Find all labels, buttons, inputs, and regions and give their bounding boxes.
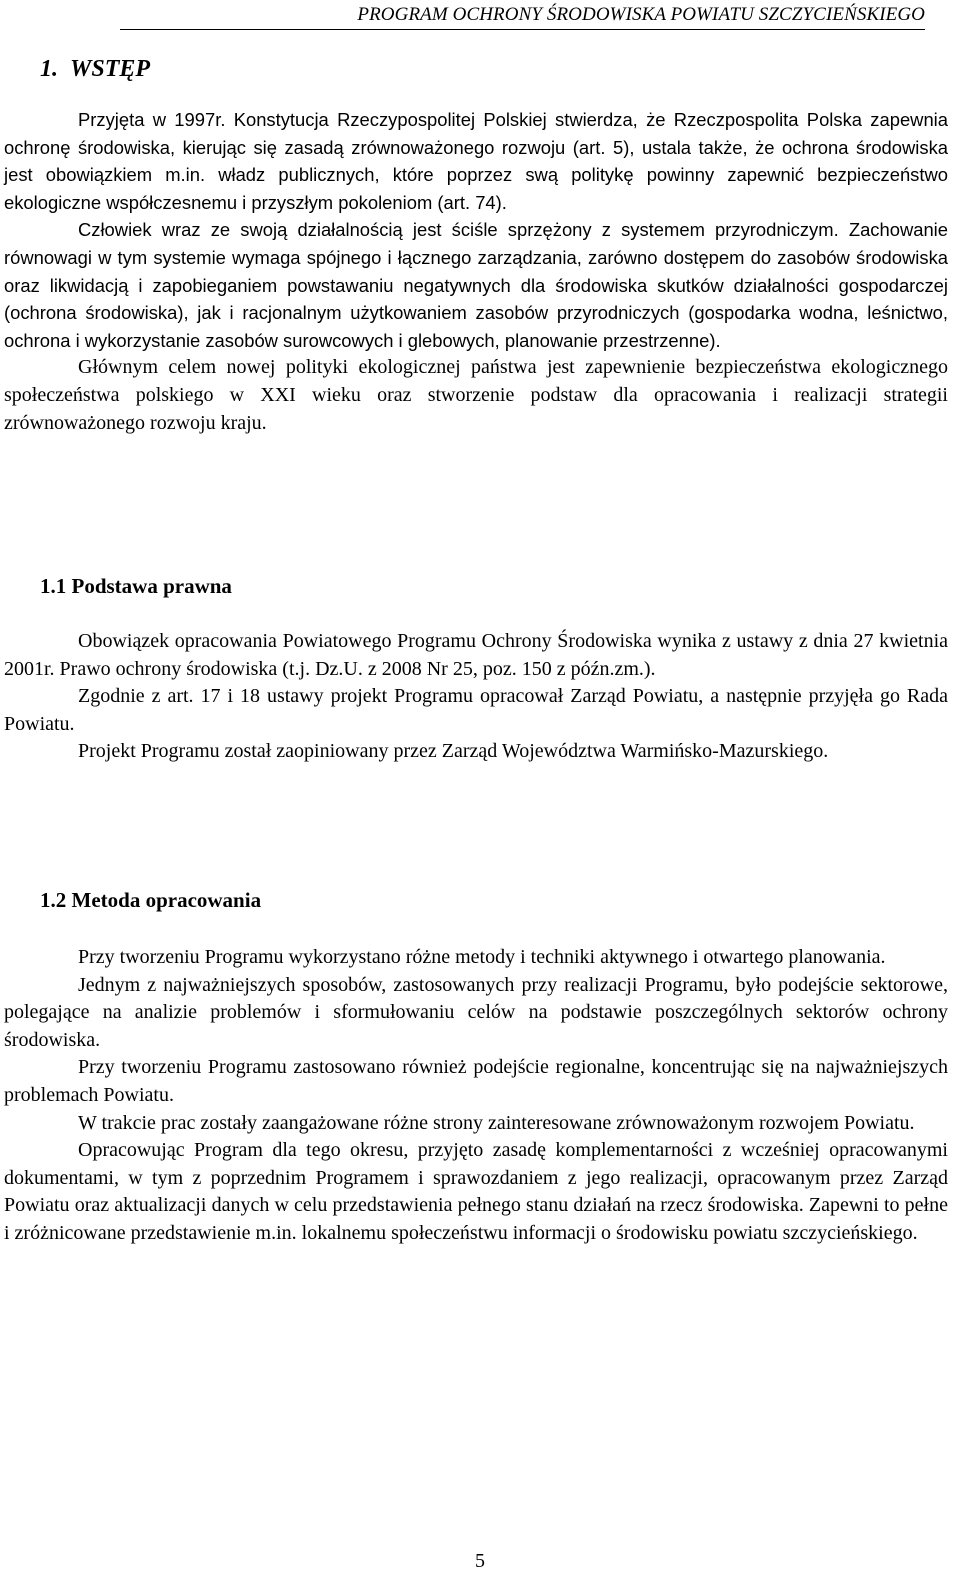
method-paragraph-5: Opracowując Program dla tego okresu, przyjęto zasadę komplementarności z wcześniej opracowanymi dokumentami, w tym z poprzednim Programem i sprawozdaniem z jego realizacji, opracowanym przez Zarząd Powiatu oraz aktualizacji danych w celu przedstawienia pełnego stanu działań na rzecz środowiska. Zapewni to pełne i zróżnicowane przedstawienie m.in. lokalnemu społeczeństwu informacji o środowisku powiatu szczycieńskiego. xyxy=(4,1139,948,1244)
legal-paragraph-3: Projekt Programu został zaopiniowany przez Zarząd Województwa Warmińsko-Mazurskiego. xyxy=(78,740,829,763)
legal-paragraph-2: Zgodnie z art. 17 i 18 ustawy projekt Programu opracował Zarząd Powiatu, a następnie przyjęła go Rada Powiatu. xyxy=(4,685,948,735)
method-paragraph-1: Przy tworzeniu Programu wykorzystano różne metody i techniki aktywnego i otwartego planowania. xyxy=(78,946,886,968)
subsection-1-number: 1.1 xyxy=(40,574,67,598)
section-title-text: WSTĘP xyxy=(70,56,151,82)
intro-paragraph-1: Przyjęta w 1997r. Konstytucja Rzeczypospolitej Polskiej stwierdza, że Rzeczpospolita Polska zapewnia ochronę środowiska, kierując się zasadą zrównoważonego rozwoju (art. 5), ustala także, że ochrona środowiska jest obowiązkiem m.in. władz publicznych, które poprzez swą politykę powinny zapewnić bezpieczeństwo ekologiczne współczesnemu i przyszłym pokoleniom (art. 74). xyxy=(4,109,948,213)
subsection-1-title: Podstawa prawna xyxy=(71,574,232,598)
intro-paragraph-2-text: Człowiek wraz ze swoją działalnością jest ściśle sprzężony z systemem przyrodniczym. Zachowanie równowagi w tym systemie wymaga spójnego i łącznego zarządzania, zarówno dostępem do zasobów środowiska oraz likwidacją i zapobieganiem powstawaniu negatywnych dla środowiska skutków działalności gospodarczej (ochrona środowiska), jak i racjonalnym użytkowaniem zasobów przyrodniczych (gospodarka wodna, leśnictwo, ochrona i wykorzystanie zasobów surowcowych i glebowych, planowanie przestrzenne). xyxy=(4,219,948,351)
section-title xyxy=(40,54,150,84)
subsection-2-title: Metoda opracowania xyxy=(71,888,262,912)
subsection-heading-2 xyxy=(40,886,261,914)
legal-paragraph-1: Obowiązek opracowania Powiatowego Programu Ochrony Środowiska wynika z ustawy z dnia 27 kwietnia 2001r. Prawo ochrony środowiska (t.j. Dz.U. z 2008 Nr 25, poz. 150 z późn.zm.). xyxy=(4,630,948,680)
section-number: 1. xyxy=(40,56,58,82)
method-paragraph-2: Jednym z najważniejszych sposobów, zastosowanych przy realizacji Programu, było podejście sektorowe, polegające na analizie problemów i sformułowaniu celów na podstawie poszczególnych sektorów ochrony środowiska. xyxy=(4,973,948,1051)
page-number: 5 xyxy=(475,1550,485,1572)
method-paragraph-4: W trakcie prac zostały zaangażowane różne strony zainteresowane zrównoważonym rozwojem Powiatu. xyxy=(78,1111,915,1134)
method-paragraph-3: Przy tworzeniu Programu zastosowano również podejście regionalne, koncentrując się na najważniejszych problemach Powiatu. xyxy=(4,1056,948,1106)
intro-section xyxy=(4,106,948,437)
intro-paragraph-3: Głównym celem nowej polityki ekologicznej państwa jest zapewnienie bezpieczeństwa ekologicznego społeczeństwa polskiego w XXI wieku oraz stworzenie podstaw dla opracowania i realizacji strategii zrównoważonego rozwoju kraju. xyxy=(4,356,948,434)
method-section xyxy=(4,944,948,1248)
intro-paragraph-2 xyxy=(4,216,948,354)
subsection-2-number: 1.2 xyxy=(40,888,67,912)
subsection-heading-1 xyxy=(40,572,232,600)
running-header: PROGRAM OCHRONY ŚRODOWISKA POWIATU SZCZYCIEŃSKIEGO xyxy=(120,2,925,30)
legal-basis-section xyxy=(4,628,948,766)
